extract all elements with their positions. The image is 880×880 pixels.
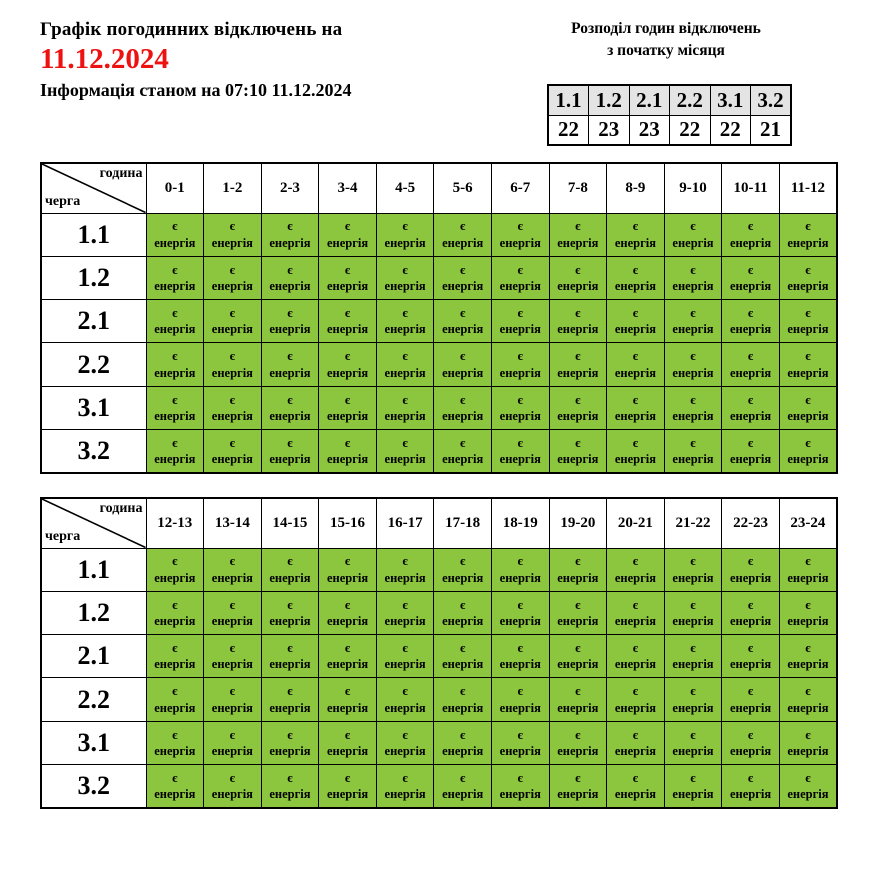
schedule-cell-available: є енергія: [664, 635, 722, 678]
schedule-cell-available: є енергія: [607, 429, 665, 472]
schedule-cell-available: є енергія: [319, 764, 377, 807]
schedule-cell-available: є енергія: [664, 678, 722, 721]
schedule-cell-available: є енергія: [146, 429, 204, 472]
queue-label: 3.1: [41, 386, 146, 429]
hour-column-header: 14-15: [261, 498, 319, 548]
schedule-cell-available: є енергія: [376, 548, 434, 591]
schedule-cell-available: є енергія: [549, 764, 607, 807]
queue-label: 2.2: [41, 678, 146, 721]
hour-column-header: 12-13: [146, 498, 204, 548]
schedule-cell-available: є енергія: [779, 764, 837, 807]
schedule-cell-available: є енергія: [491, 678, 549, 721]
hour-header-row: [41, 498, 837, 548]
summary-queue-header: 2.2: [670, 85, 711, 115]
schedule-cell-available: є енергія: [722, 591, 780, 634]
schedule-cell-available: є енергія: [722, 764, 780, 807]
schedule-cell-available: є енергія: [204, 591, 262, 634]
queue-row-2.1: [41, 300, 837, 343]
schedule-cell-available: є енергія: [146, 764, 204, 807]
schedule-cell-available: є енергія: [549, 678, 607, 721]
schedule-cell-available: є енергія: [779, 635, 837, 678]
corner-cell: [41, 163, 146, 213]
schedule-cell-available: є енергія: [779, 678, 837, 721]
schedule-cell-available: є енергія: [722, 429, 780, 472]
schedule-cell-available: є енергія: [491, 300, 549, 343]
corner-queue-label: черга: [45, 528, 81, 544]
schedule-cell-available: є енергія: [146, 548, 204, 591]
schedule-cell-available: є енергія: [779, 256, 837, 299]
schedule-cell-available: є енергія: [434, 386, 492, 429]
schedule-cell-available: є енергія: [319, 429, 377, 472]
queue-row-2.1: [41, 635, 837, 678]
queue-label: 1.1: [41, 213, 146, 256]
schedule-cell-available: є енергія: [376, 635, 434, 678]
schedule-cell-available: є енергія: [146, 343, 204, 386]
schedule-cell-available: є енергія: [664, 591, 722, 634]
hour-column-header: 1-2: [204, 163, 262, 213]
queue-row-2.2: [41, 343, 837, 386]
corner-hour-label: година: [99, 501, 143, 516]
schedule-cell-available: є енергія: [261, 721, 319, 764]
summary-queue-header: 1.1: [548, 85, 589, 115]
queue-label: 1.1: [41, 548, 146, 591]
hour-column-header: 21-22: [664, 498, 722, 548]
schedule-cell-available: є енергія: [319, 343, 377, 386]
schedule-cell-available: є енергія: [434, 213, 492, 256]
hour-header-row: [41, 163, 837, 213]
schedule-table-1: [40, 162, 838, 474]
schedule-cell-available: є енергія: [376, 764, 434, 807]
schedule-cell-available: є енергія: [549, 343, 607, 386]
schedule-cell-available: є енергія: [376, 429, 434, 472]
schedule-cell-available: є енергія: [261, 386, 319, 429]
hour-column-header: 7-8: [549, 163, 607, 213]
queue-label: 2.1: [41, 300, 146, 343]
queue-row-1.2: [41, 591, 837, 634]
schedule-cell-available: є енергія: [722, 213, 780, 256]
summary-title-line2: з початку місяця: [607, 42, 725, 60]
hour-column-header: 2-3: [261, 163, 319, 213]
queue-row-2.2: [41, 678, 837, 721]
schedule-cell-available: є енергія: [261, 256, 319, 299]
schedule-cell-available: є енергія: [491, 343, 549, 386]
schedule-cell-available: є енергія: [376, 213, 434, 256]
schedule-cell-available: є енергія: [779, 721, 837, 764]
schedule-cell-available: є енергія: [204, 386, 262, 429]
schedule-cell-available: є енергія: [319, 256, 377, 299]
schedule-cell-available: є енергія: [434, 548, 492, 591]
queue-label: 3.1: [41, 721, 146, 764]
schedule-cell-available: є енергія: [376, 591, 434, 634]
summary-queue-header: 2.1: [629, 85, 670, 115]
hour-column-header: 11-12: [779, 163, 837, 213]
schedule-title: Графік погодинних відключень на: [40, 19, 343, 40]
schedule-cell-available: є енергія: [607, 591, 665, 634]
schedule-cell-available: є енергія: [549, 213, 607, 256]
schedule-cell-available: є енергія: [779, 548, 837, 591]
hour-column-header: 16-17: [376, 498, 434, 548]
schedule-cell-available: є енергія: [779, 591, 837, 634]
schedule-cell-available: є енергія: [491, 256, 549, 299]
schedule-cell-available: є енергія: [376, 678, 434, 721]
schedule-cell-available: є енергія: [549, 635, 607, 678]
schedule-cell-available: є енергія: [204, 256, 262, 299]
hour-column-header: 8-9: [607, 163, 665, 213]
schedule-cell-available: є енергія: [434, 635, 492, 678]
hour-column-header: 4-5: [376, 163, 434, 213]
schedule-cell-available: є енергія: [434, 300, 492, 343]
schedule-cell-available: є енергія: [607, 678, 665, 721]
schedule-cell-available: є енергія: [722, 635, 780, 678]
queue-row-1.2: [41, 256, 837, 299]
schedule-cell-available: є енергія: [779, 386, 837, 429]
schedule-cell-available: є енергія: [549, 548, 607, 591]
corner-cell: [41, 498, 146, 548]
schedule-cell-available: є енергія: [319, 548, 377, 591]
queue-row-3.2: [41, 764, 837, 807]
schedule-cell-available: є енергія: [779, 300, 837, 343]
summary-table: [547, 84, 792, 146]
schedule-cell-available: є енергія: [146, 721, 204, 764]
schedule-cell-available: є енергія: [376, 386, 434, 429]
schedule-cell-available: є енергія: [204, 548, 262, 591]
schedule-cell-available: є енергія: [261, 429, 319, 472]
schedule-cell-available: є енергія: [664, 386, 722, 429]
schedule-cell-available: є енергія: [722, 548, 780, 591]
schedule-cell-available: є енергія: [319, 721, 377, 764]
schedule-cell-available: є енергія: [607, 386, 665, 429]
hour-column-header: 3-4: [319, 163, 377, 213]
schedule-cell-available: є енергія: [722, 721, 780, 764]
queue-label: 3.2: [41, 429, 146, 472]
schedule-cell-available: є енергія: [607, 343, 665, 386]
schedule-cell-available: є енергія: [434, 343, 492, 386]
hour-column-header: 18-19: [491, 498, 549, 548]
schedule-cell-available: є енергія: [434, 721, 492, 764]
summary-hours-value: 22: [670, 115, 711, 145]
schedule-cell-available: є енергія: [319, 591, 377, 634]
hour-column-header: 13-14: [204, 498, 262, 548]
queue-row-1.1: [41, 548, 837, 591]
schedule-cell-available: є енергія: [722, 343, 780, 386]
summary-queue-header-row: [548, 85, 791, 115]
schedule-cell-available: є енергія: [261, 678, 319, 721]
schedule-cell-available: є енергія: [146, 386, 204, 429]
schedule-cell-available: є енергія: [319, 386, 377, 429]
schedule-cell-available: є енергія: [722, 256, 780, 299]
schedule-cell-available: є енергія: [146, 591, 204, 634]
hour-column-header: 22-23: [722, 498, 780, 548]
summary-hours-value: 22: [710, 115, 751, 145]
schedule-cell-available: є енергія: [664, 764, 722, 807]
hour-column-header: 20-21: [607, 498, 665, 548]
schedule-cell-available: є енергія: [664, 343, 722, 386]
schedule-cell-available: є енергія: [204, 429, 262, 472]
schedule-cell-available: є енергія: [549, 429, 607, 472]
schedule-cell-available: є енергія: [204, 721, 262, 764]
schedule-cell-available: є енергія: [491, 591, 549, 634]
schedule-cell-available: є енергія: [204, 343, 262, 386]
schedule-cell-available: є енергія: [549, 386, 607, 429]
schedule-cell-available: є енергія: [376, 300, 434, 343]
schedule-cell-available: є енергія: [204, 764, 262, 807]
schedule-cell-available: є енергія: [146, 256, 204, 299]
schedule-cell-available: є енергія: [607, 213, 665, 256]
hour-column-header: 17-18: [434, 498, 492, 548]
queue-label: 2.2: [41, 343, 146, 386]
main-header: [40, 19, 352, 101]
schedule-cell-available: є енергія: [261, 343, 319, 386]
schedule-cell-available: є енергія: [779, 343, 837, 386]
schedule-cell-available: є енергія: [607, 548, 665, 591]
queue-row-1.1: [41, 213, 837, 256]
schedule-cell-available: є енергія: [491, 764, 549, 807]
schedule-cell-available: є енергія: [664, 300, 722, 343]
summary-title-line1: Розподіл годин відключень: [571, 20, 761, 37]
summary-hours-value: 23: [629, 115, 670, 145]
schedule-cell-available: є енергія: [607, 635, 665, 678]
queue-label: 1.2: [41, 591, 146, 634]
schedule-cell-available: є енергія: [664, 429, 722, 472]
schedule-cell-available: є енергія: [261, 548, 319, 591]
queue-label: 1.2: [41, 256, 146, 299]
schedule-cell-available: є енергія: [607, 300, 665, 343]
schedule-cell-available: є енергія: [146, 635, 204, 678]
schedule-cell-available: є енергія: [491, 213, 549, 256]
queue-row-3.2: [41, 429, 837, 472]
hour-column-header: 23-24: [779, 498, 837, 548]
schedule-cell-available: є енергія: [146, 213, 204, 256]
schedule-cell-available: є енергія: [549, 256, 607, 299]
schedule-cell-available: є енергія: [204, 635, 262, 678]
info-status-line: Інформація станом на 07:10 11.12.2024: [40, 80, 352, 101]
schedule-cell-available: є енергія: [779, 213, 837, 256]
schedule-cell-available: є енергія: [261, 635, 319, 678]
hour-column-header: 10-11: [722, 163, 780, 213]
schedule-cell-available: є енергія: [607, 256, 665, 299]
schedule-cell-available: є енергія: [491, 429, 549, 472]
schedule-cell-available: є енергія: [491, 721, 549, 764]
schedule-cell-available: є енергія: [779, 429, 837, 472]
hour-column-header: 15-16: [319, 498, 377, 548]
schedule-cell-available: є енергія: [376, 721, 434, 764]
corner-hour-label: година: [99, 166, 143, 181]
summary-queue-header: 1.2: [589, 85, 630, 115]
schedule-cell-available: є енергія: [722, 678, 780, 721]
schedule-table-2: [40, 497, 838, 809]
schedule-cell-available: є енергія: [607, 764, 665, 807]
queue-label: 3.2: [41, 764, 146, 807]
schedule-cell-available: є енергія: [319, 300, 377, 343]
queue-row-3.1: [41, 386, 837, 429]
corner-queue-label: черга: [45, 193, 81, 209]
schedule-cell-available: є енергія: [204, 300, 262, 343]
schedule-cell-available: є енергія: [549, 721, 607, 764]
schedule-cell-available: є енергія: [722, 386, 780, 429]
schedule-cell-available: є енергія: [376, 256, 434, 299]
schedule-cell-available: є енергія: [664, 256, 722, 299]
schedule-cell-available: є енергія: [261, 300, 319, 343]
hour-column-header: 5-6: [434, 163, 492, 213]
schedule-cell-available: є енергія: [376, 343, 434, 386]
summary-queue-header: 3.1: [710, 85, 751, 115]
schedule-cell-available: є енергія: [319, 678, 377, 721]
schedule-cell-available: є енергія: [204, 678, 262, 721]
schedule-cell-available: є енергія: [607, 721, 665, 764]
schedule-cell-available: є енергія: [434, 764, 492, 807]
schedule-cell-available: є енергія: [549, 300, 607, 343]
schedule-date: 11.12.2024: [40, 43, 169, 75]
summary-hours-value: 23: [589, 115, 630, 145]
schedule-cell-available: є енергія: [549, 591, 607, 634]
summary-hours-value: 21: [751, 115, 792, 145]
schedule-cell-available: є енергія: [434, 591, 492, 634]
schedule-cell-available: є енергія: [491, 548, 549, 591]
schedule-cell-available: є енергія: [722, 300, 780, 343]
schedule-cell-available: є енергія: [664, 721, 722, 764]
hour-column-header: 6-7: [491, 163, 549, 213]
schedule-cell-available: є енергія: [204, 213, 262, 256]
summary-hours-value: 22: [548, 115, 589, 145]
schedule-cell-available: є енергія: [261, 764, 319, 807]
schedule-cell-available: є енергія: [261, 591, 319, 634]
schedule-cell-available: є енергія: [319, 213, 377, 256]
schedule-cell-available: є енергія: [491, 386, 549, 429]
summary-title: [538, 18, 794, 63]
schedule-cell-available: є енергія: [319, 635, 377, 678]
schedule-cell-available: є енергія: [146, 678, 204, 721]
hour-column-header: 19-20: [549, 498, 607, 548]
hour-column-header: 0-1: [146, 163, 204, 213]
summary-queue-header: 3.2: [751, 85, 792, 115]
queue-row-3.1: [41, 721, 837, 764]
summary-hours-row: [548, 115, 791, 145]
schedule-cell-available: є енергія: [491, 635, 549, 678]
schedule-cell-available: є енергія: [261, 213, 319, 256]
schedule-cell-available: є енергія: [664, 548, 722, 591]
schedule-cell-available: є енергія: [146, 300, 204, 343]
schedule-cell-available: є енергія: [434, 256, 492, 299]
schedule-cell-available: є енергія: [664, 213, 722, 256]
schedule-cell-available: є енергія: [434, 429, 492, 472]
queue-label: 2.1: [41, 635, 146, 678]
hour-column-header: 9-10: [664, 163, 722, 213]
schedule-cell-available: є енергія: [434, 678, 492, 721]
